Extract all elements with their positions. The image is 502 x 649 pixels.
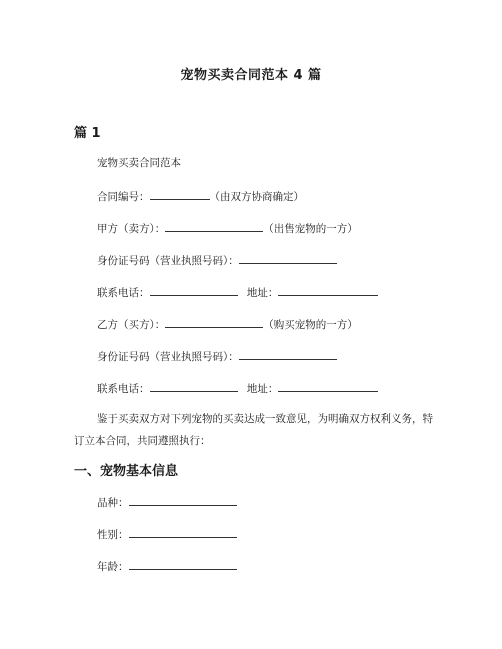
field-gender-line	[97, 526, 237, 542]
field-age-line	[97, 558, 237, 574]
field-breed-line	[97, 494, 237, 510]
party-b-id-blank	[239, 348, 337, 360]
party-b-phone-blank	[150, 380, 238, 392]
party-a-note: （出售宠物的一方）	[263, 223, 358, 235]
party-b-id-line	[97, 348, 337, 364]
party-b-address-label: 地址：	[246, 383, 279, 395]
contract-number-note: （由双方协商确定）	[209, 191, 304, 203]
party-a-contact-line	[97, 284, 378, 300]
party-a-phone-label: 联系电话：	[97, 287, 150, 299]
field-gender-label: 性别：	[97, 529, 129, 541]
party-a-id-line	[97, 252, 337, 268]
party-b-note: （购买宠物的一方）	[263, 319, 358, 331]
party-b-blank	[165, 316, 263, 328]
contract-number-line	[97, 188, 304, 204]
party-b-label: 乙方（买方）：	[97, 319, 166, 331]
field-gender-blank	[129, 526, 237, 538]
document-title: 宠物买卖合同范本 4 篇	[180, 68, 322, 83]
section-1-heading: 一、宠物基本信息	[74, 464, 179, 479]
party-a-address-blank	[278, 284, 378, 296]
preamble-paragraph: 鉴于买卖双方对下列宠物的买卖达成一致意见，为明确双方权利义务，特订立本合同，共同遵照执行：	[74, 413, 433, 447]
party-b-address-blank	[278, 380, 378, 392]
party-a-id-blank	[239, 252, 337, 264]
party-a-label: 甲方（卖方）：	[97, 223, 166, 235]
contract-number-blank	[150, 188, 210, 200]
field-breed-blank	[129, 494, 237, 506]
contract-number-label: 合同编号：	[97, 191, 150, 203]
party-a-id-label: 身份证号码（营业执照号码）：	[97, 255, 239, 267]
party-a-blank	[165, 220, 263, 232]
contract-name: 宠物买卖合同范本	[97, 157, 181, 169]
party-a-address-label: 地址：	[246, 287, 279, 299]
party-a-line	[97, 220, 358, 236]
part-heading: 篇 1	[74, 126, 101, 141]
party-a-phone-blank	[150, 284, 238, 296]
party-b-id-label: 身份证号码（营业执照号码）：	[97, 351, 239, 363]
party-b-contact-line	[97, 380, 378, 396]
field-breed-label: 品种：	[97, 497, 129, 509]
field-age-label: 年龄：	[97, 561, 129, 573]
field-age-blank	[129, 558, 237, 570]
party-b-line	[97, 316, 358, 332]
party-b-phone-label: 联系电话：	[97, 383, 150, 395]
